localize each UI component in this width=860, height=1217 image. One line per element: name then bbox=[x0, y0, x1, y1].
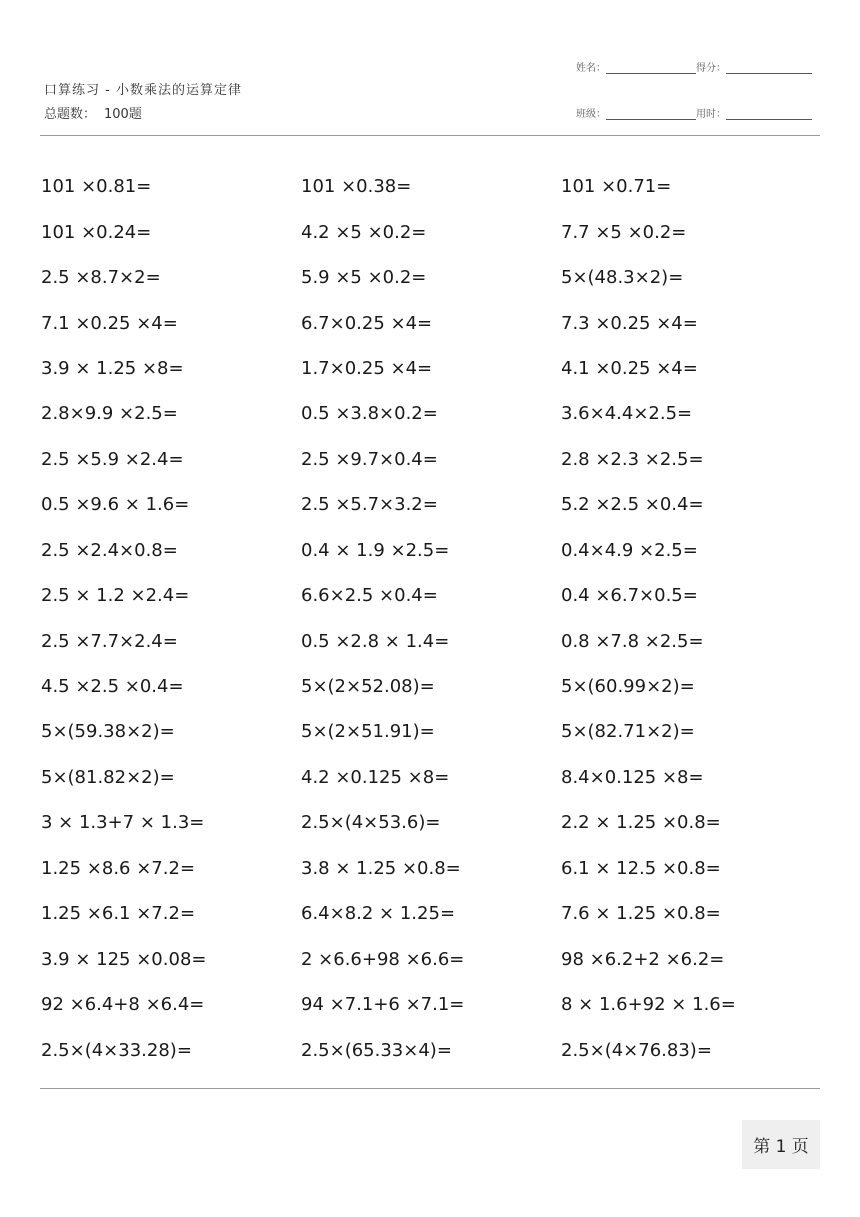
problem-item: 6.1 × 12.5 ×0.8= bbox=[561, 857, 721, 879]
problem-item: 2.5 ×2.4×0.8= bbox=[41, 539, 178, 561]
name-blank[interactable] bbox=[606, 61, 696, 74]
problem-item: 5×(60.99×2)= bbox=[561, 676, 695, 698]
problem-item: 0.4 × 1.9 ×2.5= bbox=[301, 539, 450, 561]
problem-item: 1.25 ×8.6 ×7.2= bbox=[41, 857, 196, 879]
score-blank[interactable] bbox=[726, 61, 812, 74]
problem-item: 5.2 ×2.5 ×0.4= bbox=[561, 494, 704, 516]
problem-item: 1.7×0.25 ×4= bbox=[301, 357, 433, 379]
problem-item: 6.4×8.2 × 1.25= bbox=[301, 903, 456, 925]
problem-item: 0.8 ×7.8 ×2.5= bbox=[561, 630, 704, 652]
problem-item: 0.5 ×9.6 × 1.6= bbox=[41, 494, 190, 516]
problem-item: 5×(81.82×2)= bbox=[41, 766, 175, 788]
problem-item: 8 × 1.6+92 × 1.6= bbox=[561, 994, 736, 1016]
problem-item: 98 ×6.2+2 ×6.2= bbox=[561, 948, 725, 970]
name-label: 姓名： bbox=[576, 63, 606, 74]
problem-item: 4.1 ×0.25 ×4= bbox=[561, 357, 698, 379]
problem-item: 0.5 ×3.8×0.2= bbox=[301, 403, 438, 425]
problem-item: 94 ×7.1+6 ×7.1= bbox=[301, 994, 465, 1016]
problem-item: 0.5 ×2.8 × 1.4= bbox=[301, 630, 450, 652]
problem-item: 2.5×(4×53.6)= bbox=[301, 812, 441, 834]
problem-item: 2.5×(65.33×4)= bbox=[301, 1039, 452, 1061]
problem-item: 4.2 ×5 ×0.2= bbox=[301, 221, 427, 243]
problem-item: 2.5 ×7.7×2.4= bbox=[41, 630, 178, 652]
problem-item: 5.9 ×5 ×0.2= bbox=[301, 267, 427, 289]
problem-item: 3.6×4.4×2.5= bbox=[561, 403, 693, 425]
problem-item: 6.6×2.5 ×0.4= bbox=[301, 585, 438, 607]
problem-item: 5×(59.38×2)= bbox=[41, 721, 175, 743]
problem-item: 2.5 ×5.9 ×2.4= bbox=[41, 448, 184, 470]
problem-item: 2.5 ×8.7×2= bbox=[41, 267, 161, 289]
question-count-label: 总题数： bbox=[44, 107, 97, 122]
problem-item: 101 ×0.81= bbox=[41, 176, 152, 198]
problem-item: 5×(2×51.91)= bbox=[301, 721, 435, 743]
problem-item: 2.5 × 1.2 ×2.4= bbox=[41, 585, 190, 607]
problem-item: 3.9 × 1.25 ×8= bbox=[41, 357, 184, 379]
time-blank[interactable] bbox=[726, 107, 812, 120]
score-label: 得分： bbox=[696, 63, 726, 74]
problem-item: 101 ×0.71= bbox=[561, 176, 672, 198]
worksheet-header bbox=[44, 79, 242, 122]
problem-item: 101 ×0.38= bbox=[301, 176, 412, 198]
class-blank[interactable] bbox=[606, 107, 696, 120]
class-label: 班级： bbox=[576, 109, 606, 120]
problem-item: 2.5×(4×76.83)= bbox=[561, 1039, 712, 1061]
problem-item: 7.3 ×0.25 ×4= bbox=[561, 312, 698, 334]
problem-item: 7.6 × 1.25 ×0.8= bbox=[561, 903, 721, 925]
student-info-fields bbox=[576, 58, 821, 120]
question-count-value: 100题 bbox=[104, 107, 142, 122]
problem-item: 5×(2×52.08)= bbox=[301, 676, 435, 698]
problem-item: 8.4×0.125 ×8= bbox=[561, 766, 704, 788]
problem-item: 2.5 ×5.7×3.2= bbox=[301, 494, 438, 516]
problem-item: 2.2 × 1.25 ×0.8= bbox=[561, 812, 721, 834]
header-divider bbox=[40, 135, 820, 136]
problem-item: 2.8 ×2.3 ×2.5= bbox=[561, 448, 704, 470]
name-score-row bbox=[576, 58, 821, 74]
problem-item: 2 ×6.6+98 ×6.6= bbox=[301, 948, 465, 970]
problem-item: 92 ×6.4+8 ×6.4= bbox=[41, 994, 205, 1016]
problem-item: 3 × 1.3+7 × 1.3= bbox=[41, 812, 205, 834]
time-label: 用时： bbox=[696, 109, 726, 120]
problem-item: 3.9 × 125 ×0.08= bbox=[41, 948, 207, 970]
problem-item: 5×(48.3×2)= bbox=[561, 267, 684, 289]
problem-item: 5×(82.71×2)= bbox=[561, 721, 695, 743]
problem-item: 101 ×0.24= bbox=[41, 221, 152, 243]
problem-item: 7.1 ×0.25 ×4= bbox=[41, 312, 178, 334]
problem-item: 3.8 × 1.25 ×0.8= bbox=[301, 857, 461, 879]
footer-divider bbox=[40, 1088, 820, 1089]
worksheet-title: 口算练习 - 小数乘法的运算定律 bbox=[44, 83, 242, 98]
problem-item: 6.7×0.25 ×4= bbox=[301, 312, 433, 334]
problem-item: 2.5×(4×33.28)= bbox=[41, 1039, 192, 1061]
problem-item: 7.7 ×5 ×0.2= bbox=[561, 221, 687, 243]
problem-item: 2.5 ×9.7×0.4= bbox=[301, 448, 438, 470]
problem-item: 4.5 ×2.5 ×0.4= bbox=[41, 676, 184, 698]
question-count bbox=[44, 103, 242, 122]
problem-item: 2.8×9.9 ×2.5= bbox=[41, 403, 178, 425]
class-time-row bbox=[576, 104, 821, 120]
problem-item: 0.4×4.9 ×2.5= bbox=[561, 539, 698, 561]
problem-item: 0.4 ×6.7×0.5= bbox=[561, 585, 698, 607]
problem-item: 4.2 ×0.125 ×8= bbox=[301, 766, 450, 788]
page-number: 第 1 页 bbox=[742, 1120, 820, 1169]
problem-item: 1.25 ×6.1 ×7.2= bbox=[41, 903, 196, 925]
problem-grid bbox=[41, 164, 819, 1073]
